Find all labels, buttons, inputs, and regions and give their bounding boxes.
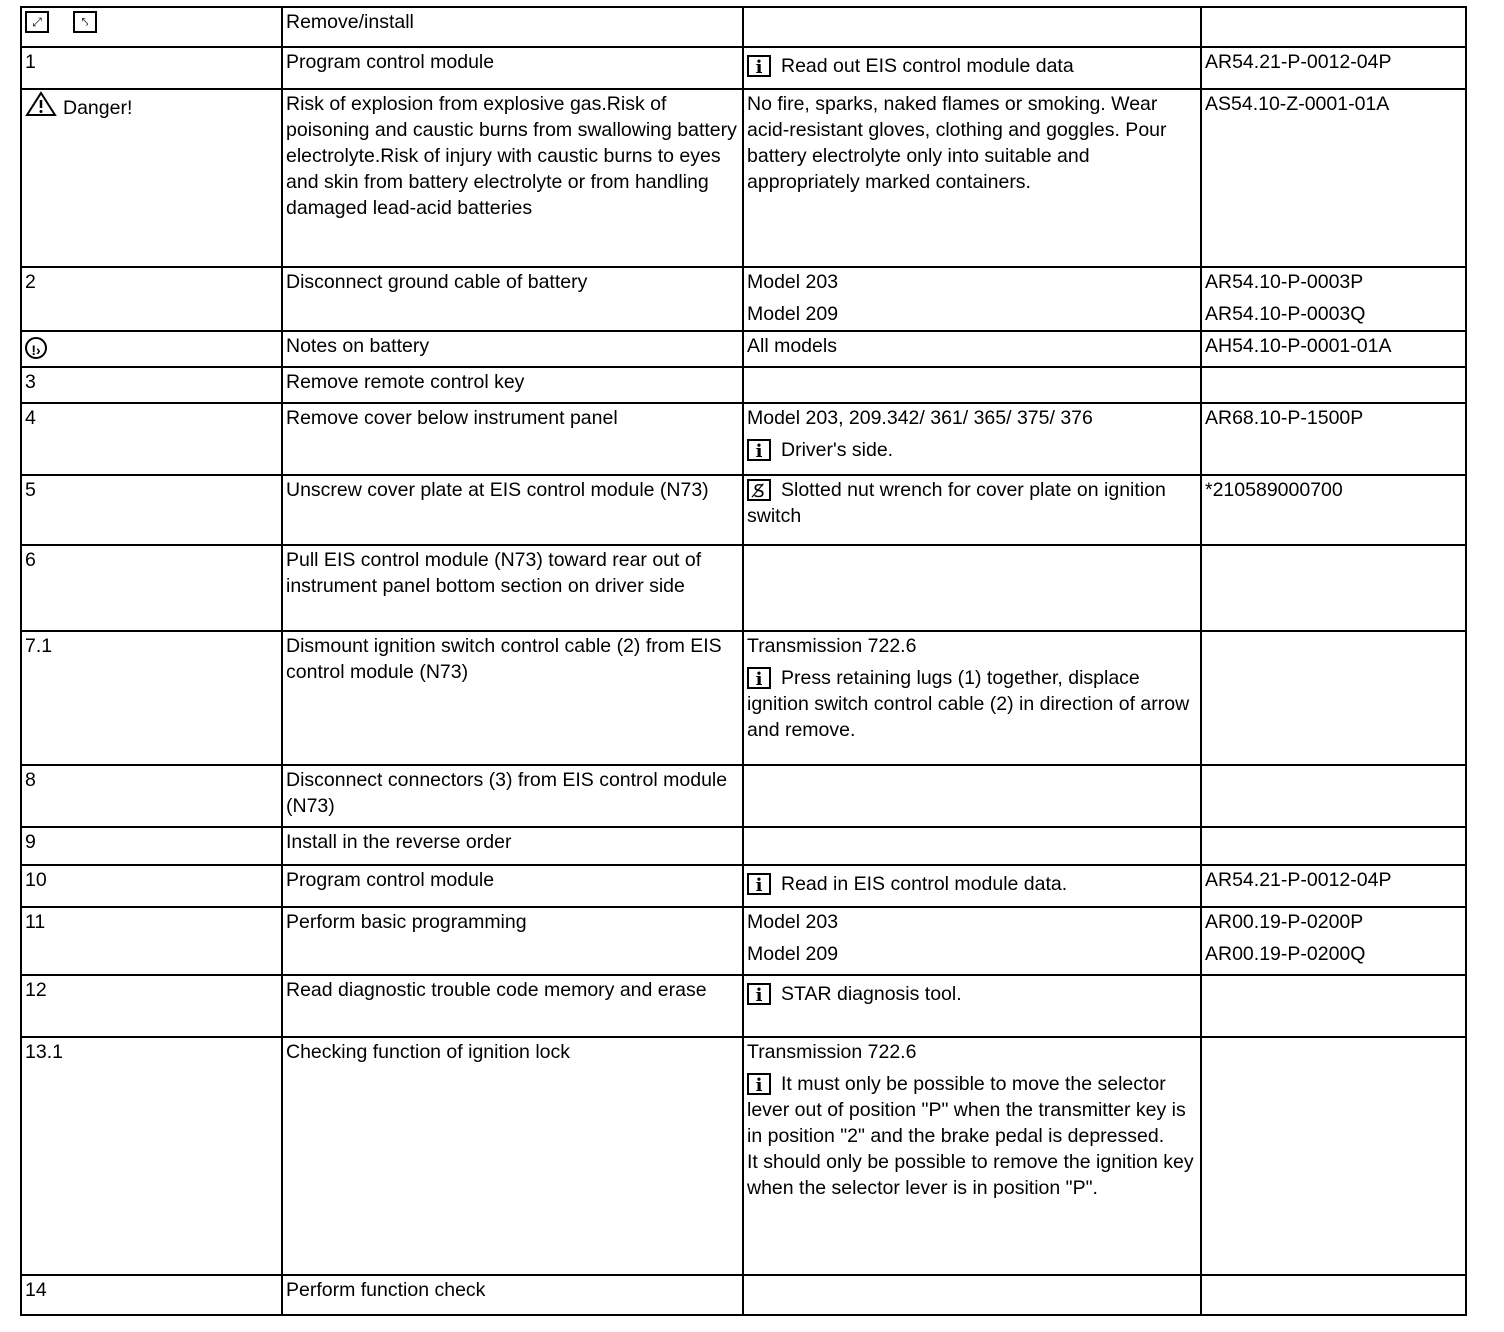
table-row [21, 267, 1466, 331]
header-title: Remove/install [282, 7, 743, 47]
table-row [21, 89, 1466, 267]
step-note: Transmission 722.6 i It must only be possible to move the selector lever out of position "P" when the transmitter key is in position "2" and the brake pedal is depressed. It should only be possible to remove the ignition key when the selector lever is in position "P". [743, 1037, 1201, 1275]
step-action: Dismount ignition switch control cable (2) from EIS control module (N73) [282, 631, 743, 765]
step-number: 7.1 [21, 631, 282, 765]
info-icon: i [747, 55, 771, 77]
danger-precautions: No fire, sparks, naked flames or smoking. Wear acid-resistant gloves, clothing and goggles. Pour battery electrolyte only into suitable and appropriately marked containers. [743, 89, 1201, 267]
step-number: 12 [21, 975, 282, 1037]
table-row [21, 367, 1466, 403]
table-row [21, 1275, 1466, 1315]
step-action: Disconnect connectors (3) from EIS control module (N73) [282, 765, 743, 827]
step-number: 10 [21, 865, 282, 907]
step-action: Notes on battery [282, 331, 743, 367]
table-row [21, 865, 1466, 907]
step-action: Read diagnostic trouble code memory and erase [282, 975, 743, 1037]
table-row [21, 475, 1466, 545]
step-note: Transmission 722.6 i Press retaining lugs (1) together, displace ignition switch control cable (2) in direction of arrow and remove. [743, 631, 1201, 765]
table-row [21, 545, 1466, 631]
table-row [21, 331, 1466, 367]
step-number: 3 [21, 367, 282, 403]
info-icon: i [747, 983, 771, 1005]
step-ref: AR68.10-P-1500P [1201, 403, 1466, 475]
danger-ref: AS54.10-Z-0001-01A [1201, 89, 1466, 267]
step-action: Install in the reverse order [282, 827, 743, 865]
step-action: Perform function check [282, 1275, 743, 1315]
step-action: Program control module [282, 47, 743, 89]
step-number: 11 [21, 907, 282, 975]
table-row [21, 631, 1466, 765]
step-ref: AR00.19-P-0200P AR00.19-P-0200Q [1201, 907, 1466, 975]
step-number: 6 [21, 545, 282, 631]
table-row [21, 403, 1466, 475]
remove-icon: ⤢ [25, 11, 49, 33]
step-number: 8 [21, 765, 282, 827]
danger-text: Risk of explosion from explosive gas.Risk of poisoning and caustic burns from swallowing battery electrolyte.Risk of injury with caustic burns to eyes and skin from battery electrolyte or from handling damaged lead-acid batteries [282, 89, 743, 267]
step-number: 13.1 [21, 1037, 282, 1275]
step-note: Model 203 Model 209 [743, 267, 1201, 331]
step-action: Disconnect ground cable of battery [282, 267, 743, 331]
step-note: Model 203 Model 209 [743, 907, 1201, 975]
step-note: i STAR diagnosis tool. [743, 975, 1201, 1037]
step-ref: AR54.21-P-0012-04P [1201, 865, 1466, 907]
step-action: Perform basic programming [282, 907, 743, 975]
procedure-table [20, 6, 1467, 1316]
step-number: 4 [21, 403, 282, 475]
header-icons-cell [21, 7, 282, 47]
table-row [21, 1037, 1466, 1275]
info-icon: i [747, 1073, 771, 1095]
step-ref: AR54.21-P-0012-04P [1201, 47, 1466, 89]
table-row [21, 907, 1466, 975]
info-icon: i [747, 439, 771, 461]
step-ref: AR54.10-P-0003P AR54.10-P-0003Q [1201, 267, 1466, 331]
step-action: Program control module [282, 865, 743, 907]
notes-icon: !› [25, 337, 47, 359]
step-number: 1 [21, 47, 282, 89]
step-action: Checking function of ignition lock [282, 1037, 743, 1275]
special-tool-icon: S̸ [747, 479, 771, 501]
table-row [21, 827, 1466, 865]
step-action: Remove cover below instrument panel [282, 403, 743, 475]
table-row [21, 47, 1466, 89]
info-icon: i [747, 667, 771, 689]
table-row [21, 975, 1466, 1037]
step-action: Pull EIS control module (N73) toward rear out of instrument panel bottom section on driver side [282, 545, 743, 631]
step-action: Remove remote control key [282, 367, 743, 403]
danger-label: Danger! [21, 89, 282, 267]
step-number: 2 [21, 267, 282, 331]
step-ref: AH54.10-P-0001-01A [1201, 331, 1466, 367]
step-note: i Read out EIS control module data [743, 47, 1201, 89]
table-row [21, 765, 1466, 827]
warning-triangle-icon [25, 91, 57, 117]
install-icon: ⤣ [73, 11, 97, 33]
step-action: Unscrew cover plate at EIS control module (N73) [282, 475, 743, 545]
table-header-row [21, 7, 1466, 47]
step-ref: *210589000700 [1201, 475, 1466, 545]
step-number: 5 [21, 475, 282, 545]
step-note: All models [743, 331, 1201, 367]
step-note: Model 203, 209.342/ 361/ 365/ 375/ 376 i Driver's side. [743, 403, 1201, 475]
step-note: i Read in EIS control module data. [743, 865, 1201, 907]
step-number: 14 [21, 1275, 282, 1315]
step-number: 9 [21, 827, 282, 865]
step-note: S̸ Slotted nut wrench for cover plate on ignition switch [743, 475, 1201, 545]
info-icon: i [747, 873, 771, 895]
